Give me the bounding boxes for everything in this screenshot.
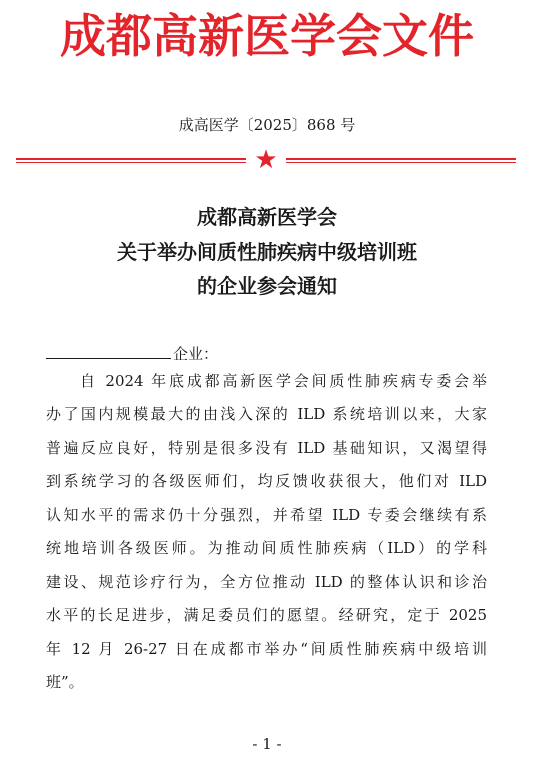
red-divider-right-thin [286,162,516,163]
notice-title-line-2: 关于举办间质性肺疾病中级培训班 [117,240,417,264]
document-masthead: 成都高新医学会文件 [60,9,474,63]
body-line: 班”。 [46,673,84,691]
body-line: 办了国内规模最大的由浅入深的 ILD 系统培训以来，大家 [46,405,487,423]
salutation-suffix: 企业： [173,345,219,363]
salutation [46,342,218,365]
red-divider-left-thin [16,162,246,163]
body-line: 认知水平的需求仍十分强烈，并希望 ILD 专委会继续有系 [46,506,487,524]
red-star-icon: ★ [254,145,278,175]
notice-title-line-3: 的企业参会通知 [197,274,337,298]
body-line: 年 12 月 26-27 日在成都市举办“间质性肺疾病中级培训 [46,640,487,658]
body-line: 自 2024 年底成都高新医学会间质性肺疾病专委会举 [80,372,487,390]
body-line: 水平的长足进步，满足委员们的愿望。经研究，定于 2025 [46,606,487,624]
page-number: - 1 - [252,735,282,753]
document-number: 成高医学〔2025〕868 号 [178,116,356,134]
body-line: 普遍反应良好，特别是很多没有 ILD 基础知识，又渴望得 [46,439,487,457]
body-line: 到系统学习的各级医师们，均反馈收获很大，他们对 ILD [46,472,487,490]
red-divider-right [286,158,516,160]
company-name-blank [46,342,171,359]
red-divider-left [16,158,246,160]
body-line: 统地培训各级医师。为推动间质性肺疾病（ILD）的学科 [46,539,487,557]
notice-title-line-1: 成都高新医学会 [197,205,337,229]
body-line: 建设、规范诊疗行为，全方位推动 ILD 的整体认识和诊治 [46,573,487,591]
